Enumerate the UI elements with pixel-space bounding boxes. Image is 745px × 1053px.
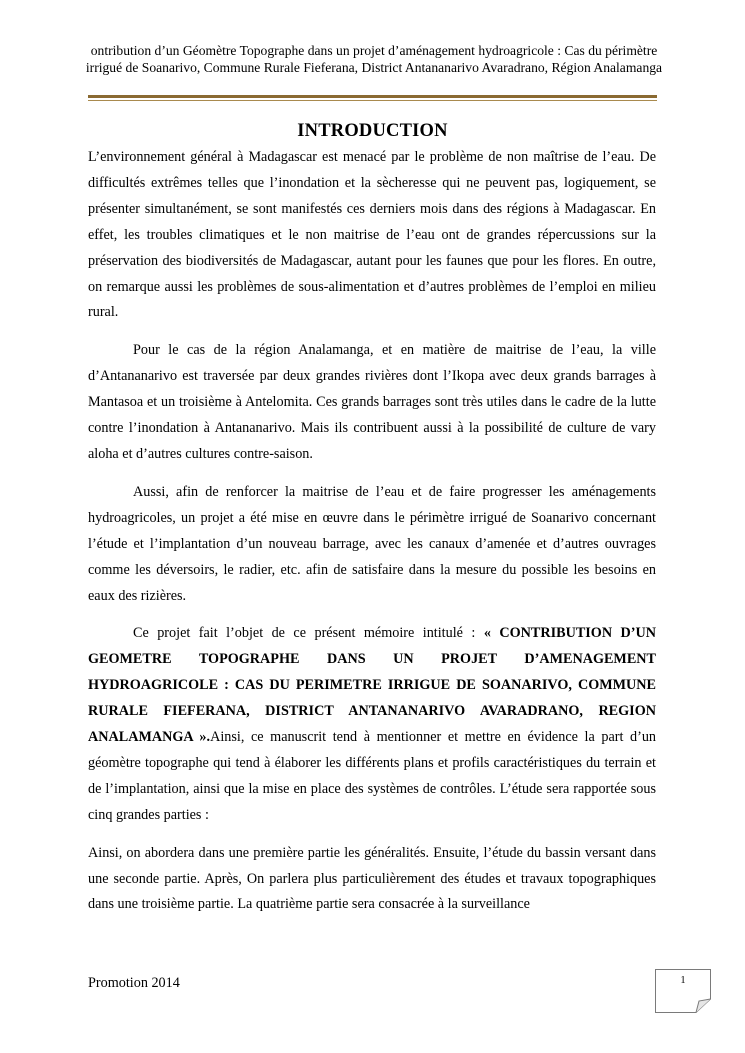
document-body (88, 145, 656, 918)
paragraph-5: Ainsi, on abordera dans une première partie les généralités. Ensuite, l’étude du bassin versant dans une seconde partie. Après, On parlera plus particulièrement des études et travaux topographiques dans une troisième partie. La quatrième partie sera consacrée à la surveillance (88, 844, 656, 913)
paragraph-4-lead: Ce projet fait l’objet de ce présent mémoire intitulé : (133, 625, 484, 642)
header-rule-thick (88, 95, 657, 98)
paragraph-1: L’environnement général à Madagascar est menacé par le problème de non maîtrise de l’eau. De difficultés extrêmes telles que l’inondation et la sècheresse qui ne peuvent pas, logiquement, se présenter simultanément, se sont manifestés ces derniers mois dans des régions à Madagascar. En effet, les troubles climatiques et le non maitrise de l’eau ont de grandes répercussions sur la préservation des biodiversités de Madagascar, autant pour les faunes que pour les flores. En outre, on remarque aussi les problèmes de sous-alimentation et d’autres problèmes de l’emploi en milieu rural. (88, 149, 656, 321)
paragraph-4-rest: Ainsi, ce manuscrit tend à mentionner et mettre en évidence la part d’un géomètre topographe qui tend à élaborer les différents plans et profils caractéristiques du terrain et de l’implantation, ainsi que la mise en place des systèmes de contrôles. L’étude sera rapportée sous cinq grandes parties : (88, 729, 657, 823)
paragraph-2: Pour le cas de la région Analamanga, et en matière de maitrise de l’eau, la ville d’Antananarivo est traversée par deux grandes rivières dont l’Ikopa avec deux grands barrages à Mantasoa et un troisième à Antelomita. Ces grands barrages sont très utiles dans le cadre de la lutte contre l’inondation à Antananarivo. Mais ils contribuent aussi à la possibilité de culture de vary aloha et d’autres cultures contre-saison. (88, 342, 656, 462)
footer-promotion: Promotion 2014 (88, 975, 180, 991)
header-rule-thin (88, 100, 657, 101)
page-number: 1 (680, 975, 686, 986)
paragraph-4 (88, 621, 656, 828)
memoir-title: « CONTRIBUTION D’UN GEOMETRE TOPOGRAPHE DANS UN PROJET D’AMENAGEMENT HYDROAGRICOLE : CAS DU PERIMETRE IRRIGUE DE SOANARIVO, COMMUNE RURALE FIEFERANA, DISTRICT ANTANANARIVO AVARADRANO, REGION ANALAMANGA ». (88, 625, 656, 746)
section-title: INTRODUCTION (297, 121, 448, 141)
running-header: ontribution d’un Géomètre Topographe dans un projet d’aménagement hydroagricole : Cas du périmètre irrigué de Soanarivo, Commune Rurale Fieferana, District Antananarivo Avaradrano, Région Analamanga (85, 43, 663, 75)
paragraph-3: Aussi, afin de renforcer la maitrise de l’eau et de faire progresser les aménagements hydroagricoles, un projet a été mise en œuvre dans le périmètre irrigué de Soanarivo concernant l’étude et l’implantation d’un nouveau barrage, avec les canaux d’amenée et d’autres ouvrages comme les déversoirs, le radier, etc. afin de satisfaire dans la mesure du possible les besoins en eaux des rizières. (88, 483, 656, 604)
page-number-box (655, 969, 711, 1013)
